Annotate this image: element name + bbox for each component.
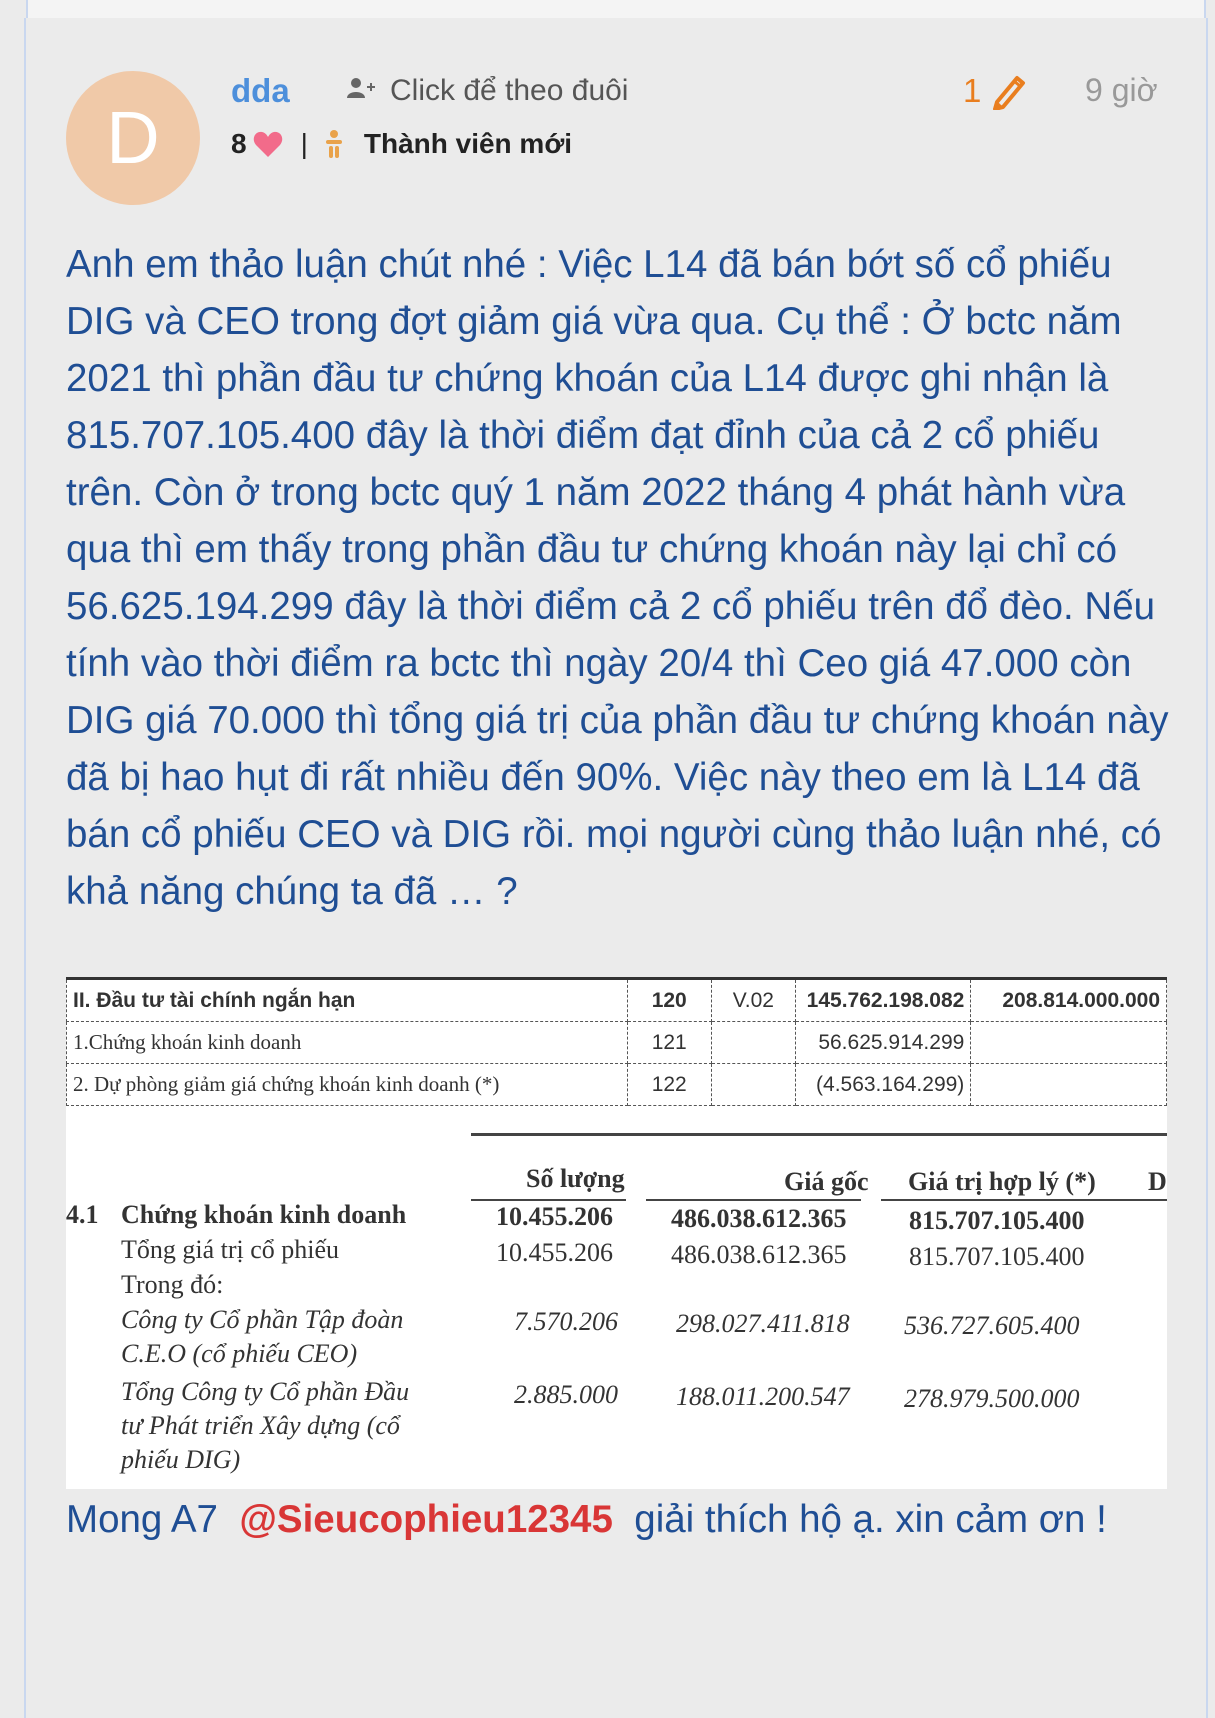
dig-quantity: 2.885.000: [514, 1380, 618, 1409]
row-label: 1.Chứng khoán kinh doanh: [67, 1022, 628, 1064]
ceo-quantity: 7.570.206: [514, 1307, 618, 1336]
heart-icon: [253, 131, 283, 158]
row-current: 56.625.914.299: [795, 1022, 970, 1064]
row-label: 2. Dự phòng giảm giá chứng khoán kinh doanh (*): [67, 1064, 628, 1106]
likes-count: 8: [231, 128, 247, 159]
total-quantity: 10.455.206: [496, 1238, 613, 1267]
attached-financial-statement-image[interactable]: [66, 977, 1167, 1489]
ceo-label: Công ty Cổ phần Tập đoàn: [121, 1305, 404, 1334]
footer-text: Mong A7: [66, 1498, 218, 1541]
row-prior: [971, 1022, 1167, 1064]
dig-label: Tổng Công ty Cổ phần Đầu: [121, 1377, 410, 1406]
edit-history-button[interactable]: [963, 72, 1029, 110]
row-label: II. Đầu tư tài chính ngắn hạn: [67, 979, 628, 1022]
follow-label: Click để theo đuôi: [390, 74, 629, 107]
row-prior: [971, 1064, 1167, 1106]
follow-button[interactable]: [346, 74, 628, 108]
divider: [471, 1133, 1167, 1136]
row-code: 122: [627, 1064, 711, 1106]
footer-text: giải thích hộ ạ. xin cảm ơn !: [634, 1498, 1107, 1541]
rank-label: Thành viên mới: [363, 128, 573, 159]
row-note: [711, 1022, 795, 1064]
dig-fair-value: 278.979.500.000: [904, 1384, 1080, 1413]
row-note: V.02: [711, 979, 795, 1022]
total-cost: 486.038.612.365: [671, 1240, 847, 1269]
row-note: [711, 1064, 795, 1106]
header-cost: Giá gốc: [784, 1167, 869, 1196]
of-which-label: Trong đó:: [121, 1270, 224, 1299]
separator: |: [300, 128, 308, 159]
row-code: 121: [627, 1022, 711, 1064]
row-prior: 208.814.000.000: [971, 979, 1167, 1022]
table-row: [67, 1064, 1167, 1106]
add-user-icon: [346, 74, 376, 108]
total-label: Tổng giá trị cổ phiếu: [121, 1235, 340, 1264]
ceo-cost: 298.027.411.818: [676, 1309, 850, 1338]
section-title: Chứng khoán kinh doanh: [121, 1200, 407, 1229]
section-cost: 486.038.612.365: [671, 1204, 847, 1233]
avatar[interactable]: D: [66, 71, 200, 205]
ceo-label: C.E.O (cổ phiếu CEO): [121, 1339, 358, 1368]
total-fair-value: 815.707.105.400: [909, 1242, 1085, 1271]
edit-count: 1: [963, 72, 982, 109]
dig-label: tư Phát triển Xây dựng (cổ: [121, 1411, 400, 1440]
rank-badge-icon: [322, 129, 346, 159]
post-timestamp: 9 giờ: [1085, 72, 1158, 108]
username-link[interactable]: dda: [231, 72, 290, 109]
balance-sheet-table: [66, 977, 1167, 1106]
post-body-text: Anh em thảo luận chút nhé : Việc L14 đã bán bớt số cổ phiếu DIG và CEO trong đợt giảm giá vừa qua. Cụ thể : Ở bctc năm 2021 thì phần đầu tư chứng khoán của L14 được ghi nhận là 815.707.105.400 đây là thời điểm đạt đỉnh của cả 2 cổ phiếu trên. Còn ở trong bctc quý 1 năm 2022 tháng 4 phát hành vừa qua thì em thấy trong phần đầu tư chứng khoán này lại chỉ có 56.625.194.299 đây là thời điểm cả 2 cổ phiếu trên đổ đèo. Nếu tính vào thời điểm ra bctc thì ngày 20/4 thì Ceo giá 47.000 còn DIG giá 70.000 thì tổng giá trị của phần đầu tư chứng khoán này đã bị hao hụt đi rất nhiều đến 90%. Việc này theo em là L14 đã bán cổ phiếu CEO và DIG rồi. mọi người cùng thảo luận nhé, có khả năng chúng ta đã … ?: [66, 243, 1169, 913]
header-quantity: Số lượng: [526, 1164, 625, 1193]
user-meta: [231, 128, 572, 160]
row-code: 120: [627, 979, 711, 1022]
section-number: 4.1: [66, 1200, 99, 1229]
pencil-icon: [989, 72, 1029, 110]
row-current: 145.762.198.082: [795, 979, 970, 1022]
section-quantity: 10.455.206: [496, 1202, 613, 1231]
section-fair-value: 815.707.105.400: [909, 1206, 1085, 1235]
table-row: [67, 1022, 1167, 1064]
dig-label: phiếu DIG): [121, 1445, 241, 1474]
dig-cost: 188.011.200.547: [676, 1382, 850, 1411]
header-cut-off: D: [1148, 1167, 1167, 1196]
divider: [646, 1199, 861, 1201]
ceo-fair-value: 536.727.605.400: [904, 1311, 1080, 1340]
post-footer-text: [66, 1491, 1176, 1548]
divider: [471, 1199, 626, 1201]
mention-link[interactable]: @Sieucophieu12345: [239, 1498, 613, 1541]
header-fair-value: Giá trị hợp lý (*): [908, 1167, 1096, 1196]
table-row: [67, 979, 1167, 1022]
row-current: (4.563.164.299): [795, 1064, 970, 1106]
divider: [881, 1199, 1167, 1201]
